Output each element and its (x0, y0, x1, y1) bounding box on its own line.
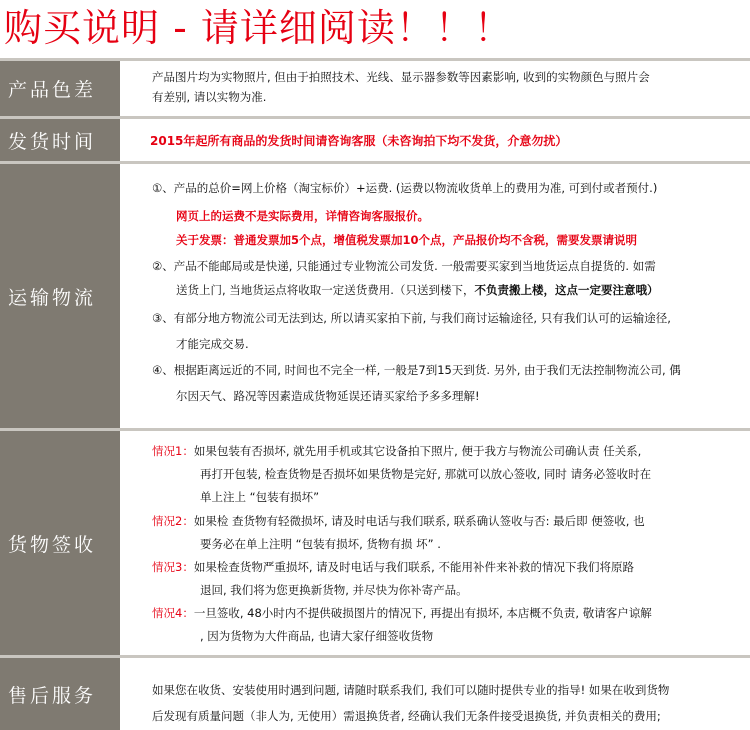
after-sales-text: 如果您在收货、安装使用时遇到问题, 请随时联系我们, 我们可以随时提供专业的指导! 如果在收到货物 (152, 683, 670, 697)
case-label: 情况2： (152, 514, 194, 528)
case-4-cont: , 因为货物为大件商品, 也请大家仔细签收货物 (200, 629, 434, 643)
case-text: 如果检查货物严重损坏, 请及时电话与我们联系, 不能用补件来补救的情况下我们将原路 (193, 560, 634, 574)
case-2-cont: 要务必在单上注明 “包装有损坏, 货物有损 坏” . (200, 537, 441, 551)
body-text: 有差别, 请以实物为准. (152, 90, 267, 104)
case-1 (152, 443, 641, 459)
case-text: 如果检 查货物有轻微损坏, 请及时电话与我们联系, 联系确认签收与否: 最后即 便签收, 也 (193, 514, 645, 528)
logistics-item-2-cont (176, 282, 658, 298)
section-after-sales (0, 658, 750, 730)
body-text: 产品图片均为实物照片, 但由于拍照技术、光线、显示器参数等因素影响, 收到的实物颜色与照片会 (152, 70, 650, 84)
after-sales-text: 后发现有质量问题（非人为, 无使用）需退换货者, 经确认我们无条件接受退换货, 并负责相关的费用; (152, 709, 661, 723)
case-4 (152, 605, 652, 621)
section-content (120, 61, 750, 116)
section-label: 发货时间 (0, 119, 120, 161)
logistics-item-3-cont: 才能完成交易. (176, 337, 249, 351)
section-content (120, 658, 750, 730)
logistics-item-2: ②、产品不能邮局或是快递, 只能通过专业物流公司发货. 一般需要买家到当地货运点自提货的. 如需 (152, 259, 656, 273)
logistics-item-4-cont: 尔因天气、路况等因素造成货物延误还请买家给予多多理解! (176, 389, 480, 403)
logistics-item-1: ①、产品的总价=网上价格（淘宝标价）+运费. (运费以物流收货单上的费用为准, 可到付或者预付.) (152, 181, 658, 195)
case-3 (152, 559, 634, 575)
freight-notice: 网页上的运费不是实际费用，详情咨询客服报价。 (176, 209, 429, 223)
logistics-item-3: ③、有部分地方物流公司无法到达, 所以请买家拍下前, 与我们商讨运输途径, 只有我们认可的运输途径, (152, 311, 671, 325)
section-label: 货物签收 (0, 431, 120, 655)
case-1-cont: 单上注上 “包装有损坏” (200, 490, 320, 504)
case-1-cont: 再打开包装, 检查货物是否损坏如果货物是完好, 那就可以放心签收, 同时 请务必签收时在 (200, 467, 652, 481)
notice-text: 2015年起所有商品的发货时间请咨询客服（未咨询拍下均不发货，介意勿扰） (150, 134, 568, 148)
case-2 (152, 513, 645, 529)
case-label: 情况1： (152, 444, 194, 458)
section-shipping-time (0, 119, 750, 161)
text-span: 送货上门, 当地货运点将收取一定送货费用.（只送到楼下， (176, 283, 475, 297)
section-receiving (0, 431, 750, 655)
logistics-item-4: ④、根据距离远近的不同, 时间也不完全一样, 一般是7到15天到货. 另外, 由于我们无法控制物流公司, 偶 (152, 363, 681, 377)
section-label: 产品色差 (0, 61, 120, 116)
case-text: 一旦签收, 48小时内不提供破损图片的情况下, 再提出有损坏, 本店概不负责, 敬请客户谅解 (193, 606, 652, 620)
case-3-cont: 退回, 我们将为您更换新货物, 并尽快为你补寄产品。 (200, 583, 468, 597)
case-text: 如果包装有否损坏, 就先用手机或其它设备拍下照片, 便于我方与物流公司确认责 任关系, (193, 444, 642, 458)
page-title: 购买说明 - 请详细阅读！！！ (4, 6, 513, 50)
invoice-notice: 关于发票：普通发票加5个点，增值税发票加10个点，产品报价均不含税，需要发票请说明 (176, 233, 638, 247)
section-content (120, 164, 750, 428)
case-label: 情况3： (152, 560, 194, 574)
section-color-difference (0, 61, 750, 116)
emphasis-span: 不负责搬上楼，这点一定要注意哦） (474, 283, 659, 297)
section-content (120, 431, 750, 655)
section-label: 运输物流 (0, 164, 120, 428)
section-content (120, 119, 750, 161)
section-label: 售后服务 (0, 658, 120, 730)
section-logistics (0, 164, 750, 428)
case-label: 情况4： (152, 606, 194, 620)
